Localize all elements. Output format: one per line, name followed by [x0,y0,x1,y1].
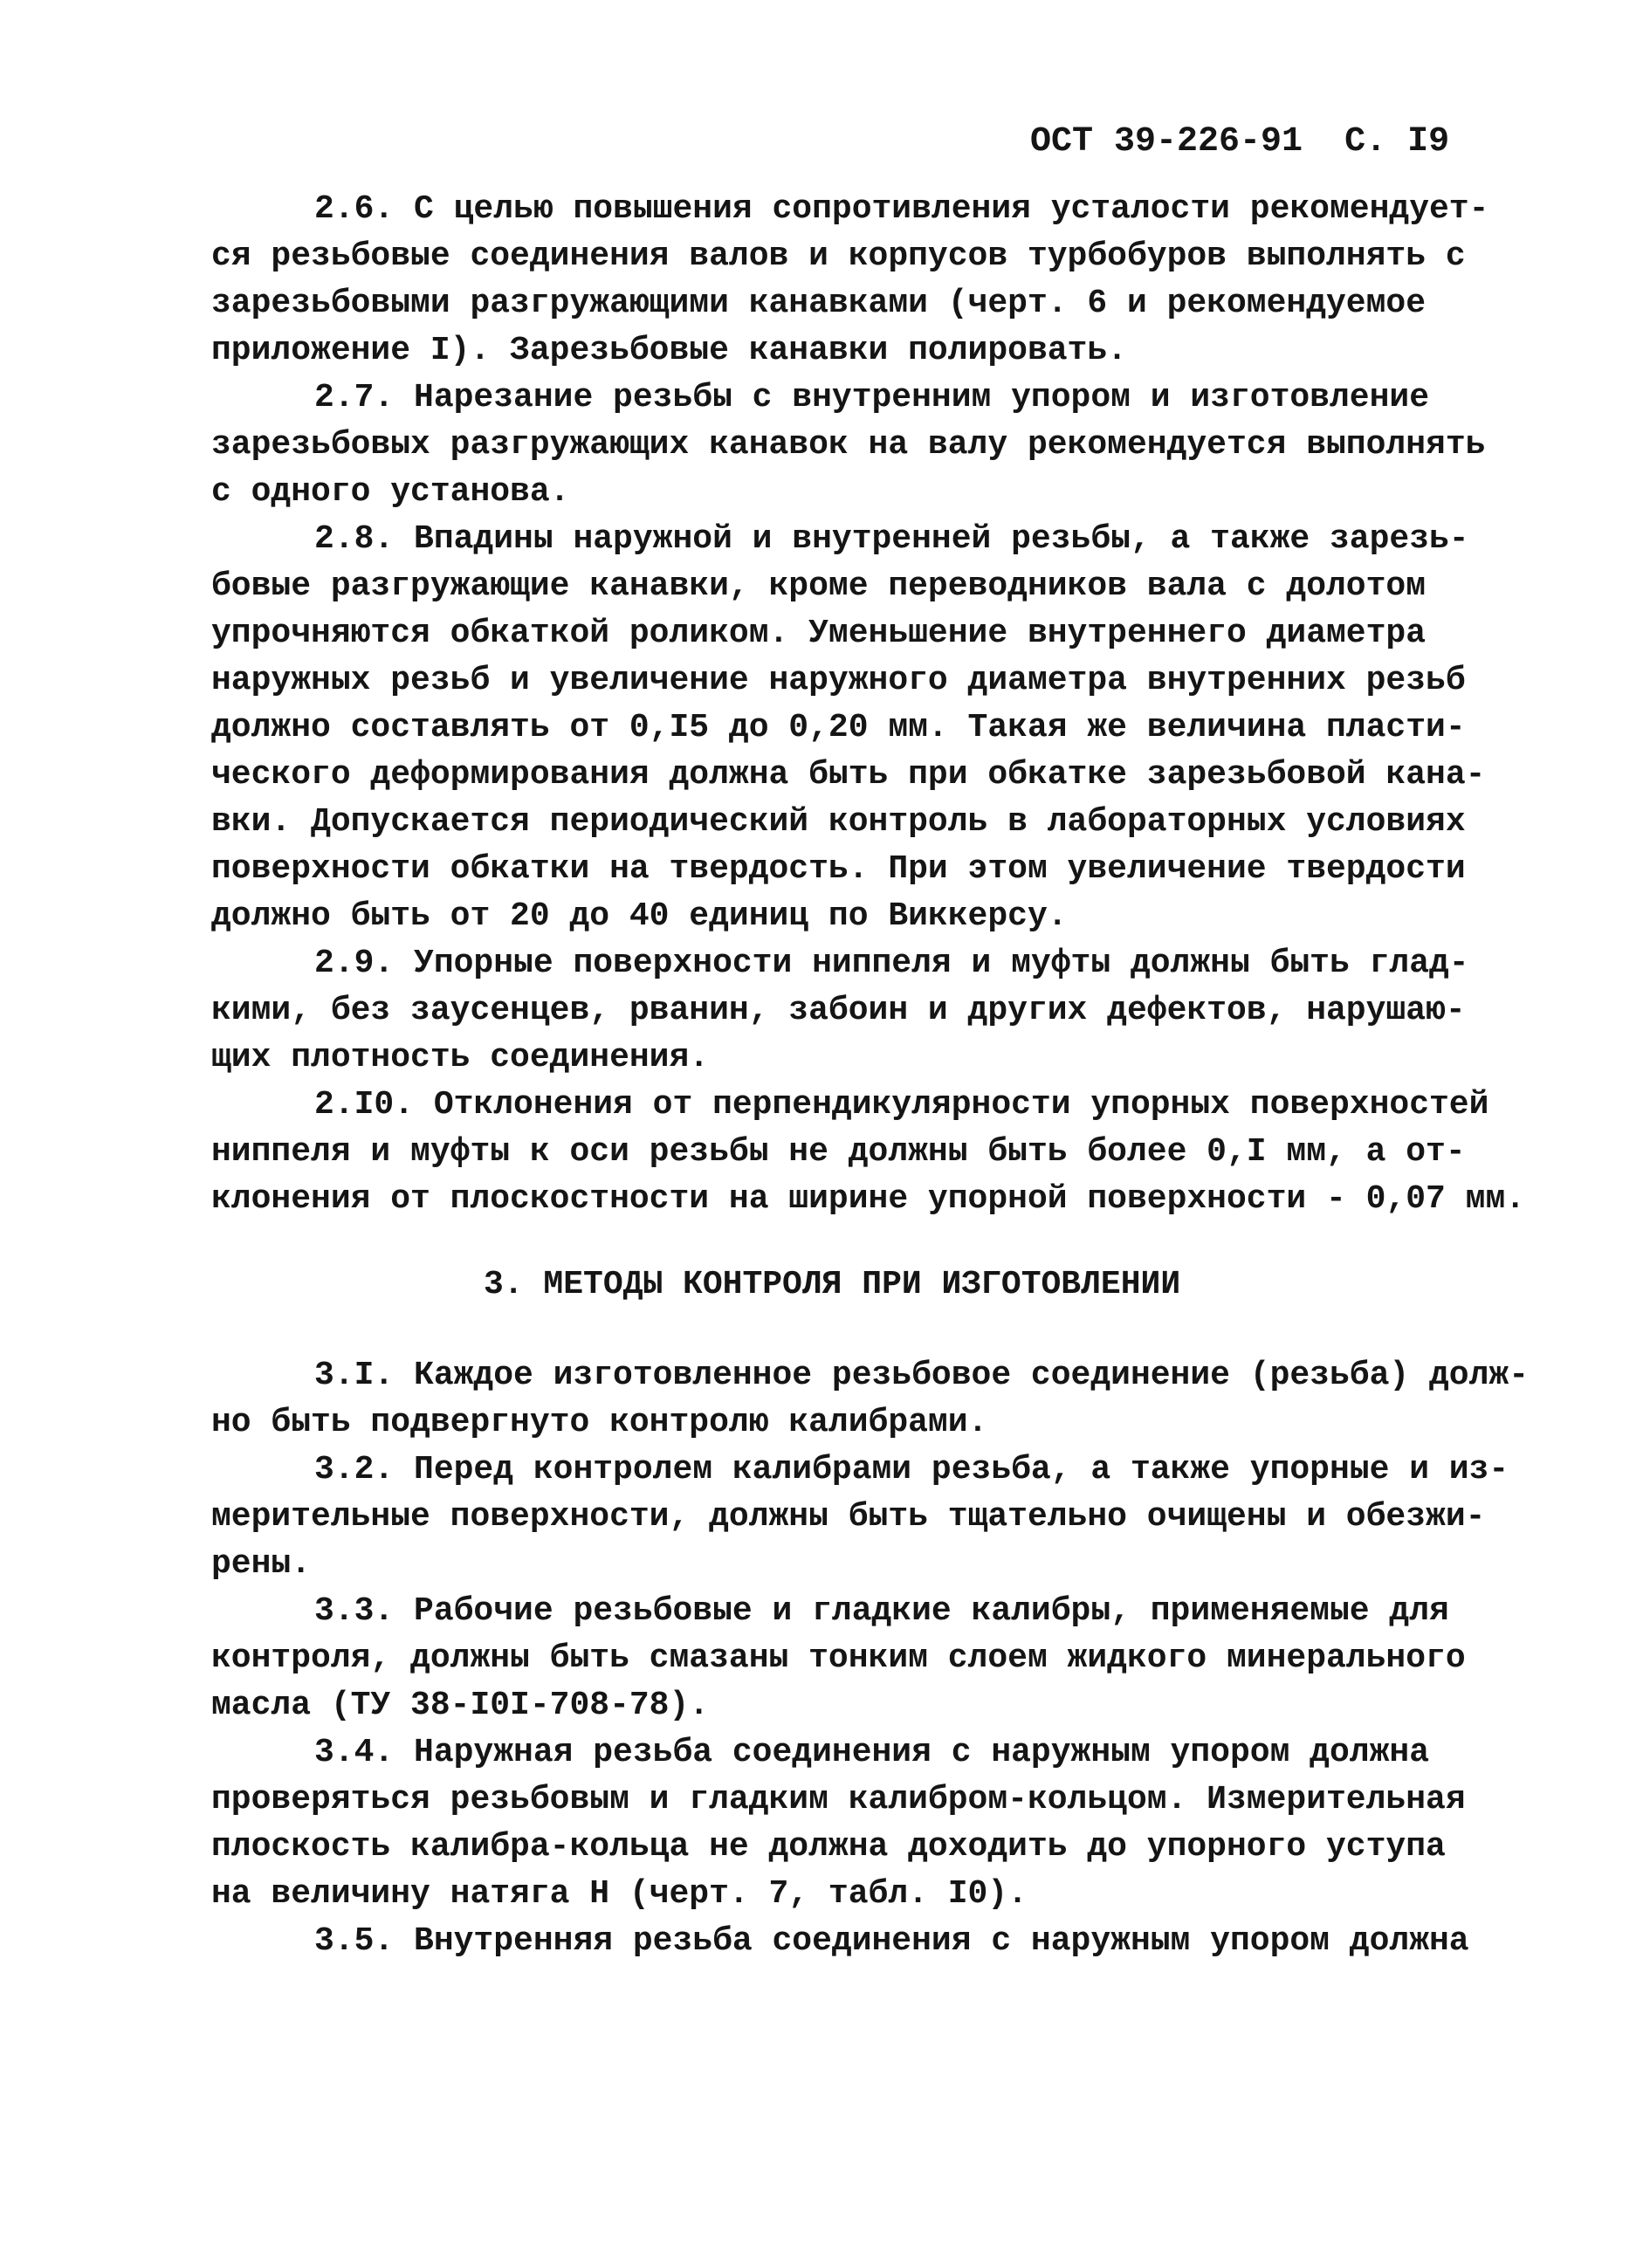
page-number: С. I9 [1344,122,1450,162]
text-line: должно составлять от 0,I5 до 0,20 мм. Такая же величина пласти- [211,709,1466,746]
text-line: вки. Допускается периодический контроль в лабораторных условиях [211,803,1466,841]
text-line: масла (ТУ 38-I0I-708-78). [211,1687,710,1724]
paragraph-2-8 [211,516,1538,940]
text-line: контроля, должны быть смазаны тонким слоем жидкого минерального [211,1639,1466,1677]
text-line: ниппеля и муфты к оси резьбы не должны быть более 0,I мм, а от- [211,1133,1466,1171]
text-line: на величину натяга Н (черт. 7, табл. I0). [211,1875,1028,1913]
paragraph-2-6 [211,186,1538,375]
standard-code: ОСТ 39-226-91 [1030,122,1303,162]
paragraph-3-5 [211,1918,1538,1965]
paragraph-3-3 [211,1588,1538,1729]
document-body [211,186,1538,1965]
text-line: должно быть от 20 до 40 единиц по Виккерсу. [211,897,1068,935]
text-line: упрочняются обкаткой роликом. Уменьшение внутреннего диаметра [211,615,1427,652]
text-line: мерительные поверхности, должны быть тщательно очищены и обезжи- [211,1498,1486,1536]
text-line: зарезьбовыми разгружающими канавками (черт. 6 и рекомендуемое [211,285,1427,322]
text-line: с одного установа. [211,473,570,511]
text-line: 3.3. Рабочие резьбовые и гладкие калибры, применяемые для [314,1592,1449,1630]
paragraph-3-4 [211,1729,1538,1918]
text-line: щих плотность соединения. [211,1039,710,1076]
text-line: проверяться резьбовым и гладким калибром-кольцом. Измерительная [211,1781,1466,1818]
text-line: но быть подвергнуто контролю калибрами. [211,1404,988,1441]
section-title: 3. МЕТОДЫ КОНТРОЛЯ ПРИ ИЗГОТОВЛЕНИИ [484,1266,1181,1303]
text-line: 2.I0. Отклонения от перпендикулярности упорных поверхностей [314,1086,1489,1124]
text-line: 3.5. Внутренняя резьба соединения с наружным упором должна [314,1922,1469,1960]
page-header [1030,122,1450,162]
paragraph-3-1 [211,1352,1538,1447]
paragraph-3-2 [211,1447,1538,1588]
text-line: 2.8. Впадины наружной и внутренней резьбы, а также зарезь- [314,520,1469,558]
text-line: ся резьбовые соединения валов и корпусов турбобуров выполнять с [211,237,1466,275]
paragraph-2-9 [211,940,1538,1082]
text-line: клонения от плоскостности на ширине упорной поверхности - 0,07 мм. [211,1180,1526,1218]
paragraph-2-10 [211,1082,1538,1223]
text-line: 3.I. Каждое изготовленное резьбовое соединение (резьба) долж- [314,1357,1530,1394]
text-line: приложение I). Зарезьбовые канавки полировать. [211,332,1127,369]
text-line: плоскость калибра-кольца не должна доходить до упорного уступа [211,1828,1446,1866]
text-line: ческого деформирования должна быть при обкатке зарезьбовой кана- [211,756,1486,794]
text-line: 3.2. Перед контролем калибрами резьба, а также упорные и из- [314,1451,1509,1488]
text-line: рены. [211,1545,312,1583]
text-line: наружных резьб и увеличение наружного диаметра внутренних резьб [211,662,1466,699]
paragraph-2-7 [211,375,1538,516]
text-line: поверхности обкатки на твердость. При этом увеличение твердости [211,850,1466,888]
text-line: кими, без заусенцев, рванин, забоин и других дефектов, нарушаю- [211,992,1466,1029]
text-line: зарезьбовых разгружающих канавок на валу рекомендуется выполнять [211,426,1486,464]
text-line: бовые разгружающие канавки, кроме переводников вала с долотом [211,567,1427,605]
text-line: 2.6. С целью повышения сопротивления усталости рекомендует- [314,190,1489,228]
text-line: 2.7. Нарезание резьбы с внутренним упором и изготовление [314,379,1430,416]
text-line: 3.4. Наружная резьба соединения с наружным упором должна [314,1734,1430,1771]
text-line: 2.9. Упорные поверхности ниппеля и муфты должны быть глад- [314,945,1469,982]
